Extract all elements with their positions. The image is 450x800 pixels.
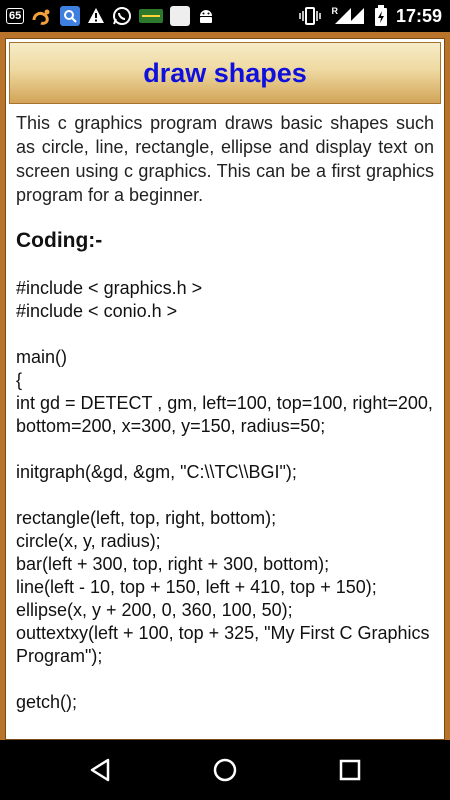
back-button[interactable] — [84, 754, 116, 786]
back-icon — [88, 757, 112, 783]
roaming-signal-icon: R — [329, 5, 338, 27]
code-block — [16, 277, 438, 714]
code-line: #include < conio.h > — [16, 301, 178, 321]
article-body — [16, 111, 438, 714]
page-header — [9, 42, 441, 104]
code-line — [16, 484, 434, 507]
notification-icons — [6, 4, 215, 28]
clock: 17:59 — [395, 5, 442, 26]
65-badge-icon: 65 — [6, 5, 24, 27]
search-app-icon — [60, 6, 80, 26]
android-icon — [197, 5, 215, 27]
status-bar — [0, 0, 450, 32]
code-line: circle(x, y, radius); — [16, 531, 161, 551]
recents-button[interactable] — [334, 754, 366, 786]
intro-paragraph: This c graphics program draws basic shapes such as circle, line, rectangle, ellipse and display text on screen using c graphics. This can be a first graphics program for a beginner. — [16, 113, 434, 205]
home-icon — [212, 757, 238, 783]
recents-icon — [339, 759, 361, 781]
signal-icon — [346, 5, 366, 27]
code-line: bar(left + 300, top, right + 300, bottom); — [16, 554, 330, 574]
code-line — [16, 668, 434, 691]
navigation-bar — [0, 740, 450, 800]
code-line — [16, 323, 434, 346]
code-line: line(left - 10, top + 150, left + 410, top + 150); — [16, 577, 377, 597]
uc-browser-icon — [31, 5, 53, 27]
code-line: outtextxy(left + 100, top + 325, "My First C Graphics Program"); — [16, 623, 435, 666]
code-line: initgraph(&gd, &gm, "C:\\TC\\BGI"); — [16, 462, 297, 482]
code-line: main() — [16, 347, 68, 367]
whatsapp-icon — [112, 5, 132, 27]
code-line: rectangle(left, top, right, bottom); — [16, 508, 277, 528]
vibrate-icon — [299, 5, 321, 27]
home-button[interactable] — [209, 754, 241, 786]
notification-app-icon — [139, 9, 163, 23]
app-frame — [0, 32, 450, 740]
battery-charging-icon — [374, 5, 388, 27]
content-panel[interactable] — [5, 38, 445, 740]
alert-icon — [87, 5, 105, 27]
code-line: int gd = DETECT , gm, left=100, top=100, right=200, bottom=200, x=300, y=150, radius=50; — [16, 393, 438, 436]
blank-square-icon — [170, 6, 190, 26]
code-line: #include < graphics.h > — [16, 278, 203, 298]
system-icons — [299, 4, 442, 28]
coding-heading: Coding:- — [16, 229, 103, 252]
page-title: draw shapes — [143, 57, 307, 88]
code-line: getch(); — [16, 692, 78, 712]
code-line: ellipse(x, y + 200, 0, 360, 100, 50); — [16, 600, 293, 620]
code-line: { — [16, 370, 23, 390]
code-line — [16, 438, 434, 461]
